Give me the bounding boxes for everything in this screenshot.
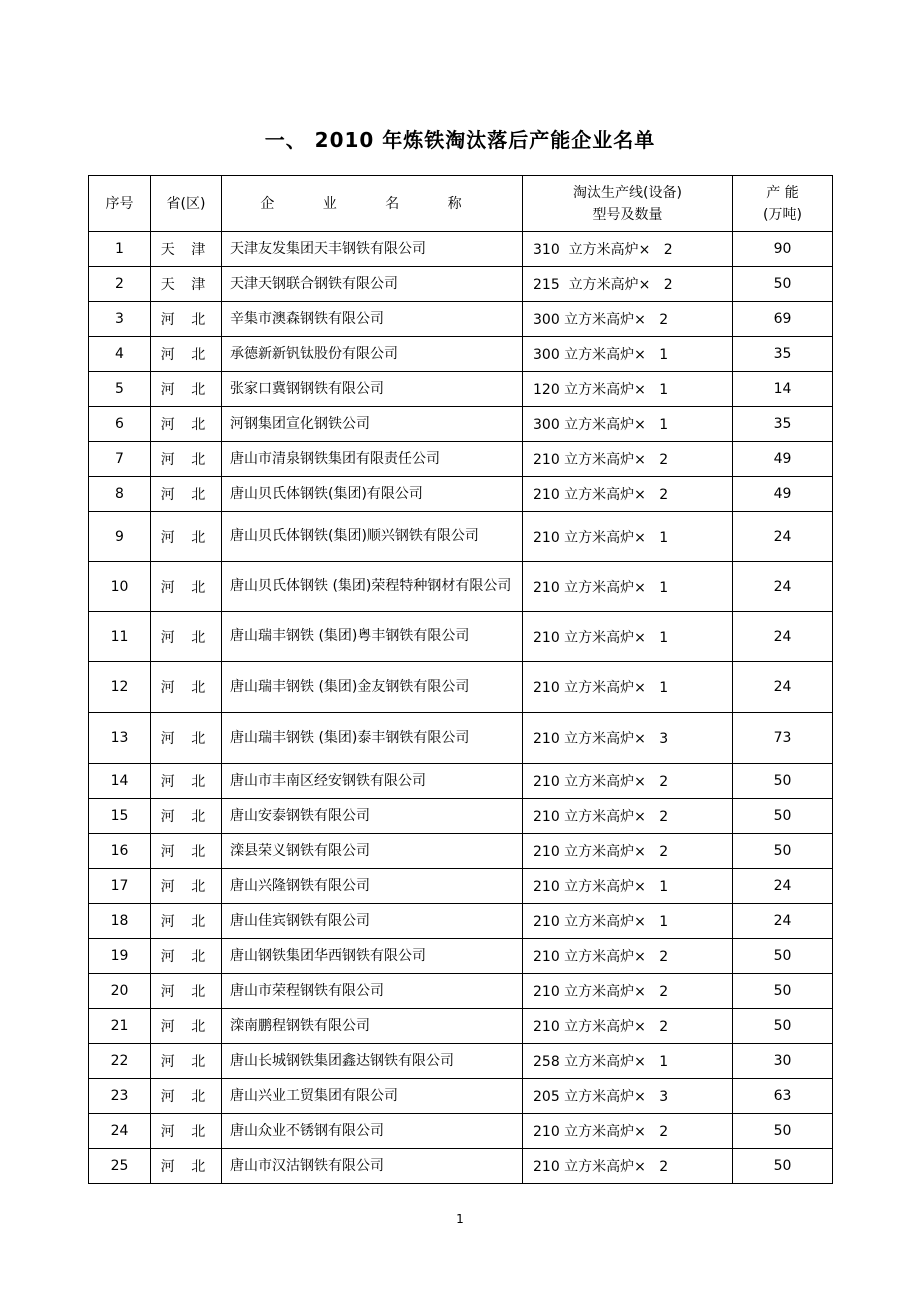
table-row <box>89 939 833 974</box>
document-title: 一、 2010 年炼铁淘汰落后产能企业名单 <box>264 128 656 152</box>
company-table <box>88 175 833 1184</box>
row-equipment: 210 立方米高炉× 2 <box>523 1149 733 1184</box>
row-company: 唐山瑞丰钢铁 (集团)粤丰钢铁有限公司 <box>222 612 523 662</box>
table-row <box>89 764 833 799</box>
row-company: 唐山贝氏体钢铁(集团)顺兴钢铁有限公司 <box>222 512 523 562</box>
row-province: 河 北 <box>151 1079 222 1114</box>
table-row <box>89 562 833 612</box>
row-company: 承德新新钒钛股份有限公司 <box>222 337 523 372</box>
header-capacity-line2: (万吨) <box>763 206 802 223</box>
row-equipment: 215 立方米高炉× 2 <box>523 267 733 302</box>
row-province: 河 北 <box>151 764 222 799</box>
row-company: 唐山兴隆钢铁有限公司 <box>222 869 523 904</box>
row-capacity: 35 <box>733 337 833 372</box>
table-row <box>89 232 833 267</box>
row-seq: 22 <box>89 1044 151 1079</box>
row-company: 唐山市丰南区经安钢铁有限公司 <box>222 764 523 799</box>
row-company: 唐山贝氏体钢铁 (集团)荣程特种钢材有限公司 <box>222 562 523 612</box>
row-seq: 19 <box>89 939 151 974</box>
row-company: 唐山安泰钢铁有限公司 <box>222 799 523 834</box>
row-province: 河 北 <box>151 713 222 764</box>
row-equipment: 210 立方米高炉× 1 <box>523 612 733 662</box>
row-equipment: 210 立方米高炉× 2 <box>523 799 733 834</box>
row-province: 河 北 <box>151 612 222 662</box>
row-province: 河 北 <box>151 834 222 869</box>
row-capacity: 50 <box>733 799 833 834</box>
header-seq: 序号 <box>89 176 151 232</box>
row-capacity: 24 <box>733 562 833 612</box>
row-province: 河 北 <box>151 1044 222 1079</box>
row-seq: 20 <box>89 974 151 1009</box>
row-province: 河 北 <box>151 562 222 612</box>
row-seq: 13 <box>89 713 151 764</box>
row-company: 张家口冀钢钢铁有限公司 <box>222 372 523 407</box>
row-province: 河 北 <box>151 939 222 974</box>
row-capacity: 49 <box>733 442 833 477</box>
row-company: 唐山众业不锈钢有限公司 <box>222 1114 523 1149</box>
row-capacity: 50 <box>733 1009 833 1044</box>
row-capacity: 30 <box>733 1044 833 1079</box>
row-company: 天津友发集团天丰钢铁有限公司 <box>222 232 523 267</box>
row-seq: 15 <box>89 799 151 834</box>
row-seq: 24 <box>89 1114 151 1149</box>
table-row <box>89 477 833 512</box>
row-seq: 17 <box>89 869 151 904</box>
row-equipment: 210 立方米高炉× 2 <box>523 1114 733 1149</box>
row-province: 河 北 <box>151 974 222 1009</box>
row-seq: 9 <box>89 512 151 562</box>
row-capacity: 50 <box>733 939 833 974</box>
row-company: 唐山市汉沽钢铁有限公司 <box>222 1149 523 1184</box>
row-seq: 1 <box>89 232 151 267</box>
row-seq: 23 <box>89 1079 151 1114</box>
row-company: 辛集市澳森钢铁有限公司 <box>222 302 523 337</box>
table-header-row <box>89 176 833 232</box>
row-capacity: 24 <box>733 512 833 562</box>
header-company: 企 业 名 称 <box>222 176 523 232</box>
row-capacity: 24 <box>733 662 833 713</box>
row-equipment: 210 立方米高炉× 2 <box>523 834 733 869</box>
row-province: 河 北 <box>151 1114 222 1149</box>
row-capacity: 50 <box>733 764 833 799</box>
row-company: 唐山钢铁集团华西钢铁有限公司 <box>222 939 523 974</box>
row-equipment: 210 立方米高炉× 1 <box>523 512 733 562</box>
row-equipment: 210 立方米高炉× 1 <box>523 662 733 713</box>
row-province: 天 津 <box>151 232 222 267</box>
row-seq: 7 <box>89 442 151 477</box>
row-company: 唐山贝氏体钢铁(集团)有限公司 <box>222 477 523 512</box>
table-row <box>89 442 833 477</box>
row-capacity: 49 <box>733 477 833 512</box>
row-seq: 3 <box>89 302 151 337</box>
row-capacity: 69 <box>733 302 833 337</box>
row-company: 唐山市清泉钢铁集团有限责任公司 <box>222 442 523 477</box>
table-row <box>89 372 833 407</box>
table-row <box>89 1044 833 1079</box>
row-province: 河 北 <box>151 372 222 407</box>
row-capacity: 50 <box>733 267 833 302</box>
row-equipment: 210 立方米高炉× 1 <box>523 869 733 904</box>
header-province: 省(区) <box>151 176 222 232</box>
row-capacity: 73 <box>733 713 833 764</box>
row-capacity: 24 <box>733 612 833 662</box>
table-row <box>89 302 833 337</box>
row-company: 唐山市荣程钢铁有限公司 <box>222 974 523 1009</box>
row-equipment: 210 立方米高炉× 1 <box>523 904 733 939</box>
row-province: 河 北 <box>151 799 222 834</box>
page-number: 1 <box>456 1212 464 1226</box>
row-equipment: 210 立方米高炉× 2 <box>523 1009 733 1044</box>
row-capacity: 14 <box>733 372 833 407</box>
row-equipment: 300 立方米高炉× 2 <box>523 302 733 337</box>
row-seq: 14 <box>89 764 151 799</box>
row-equipment: 300 立方米高炉× 1 <box>523 407 733 442</box>
row-equipment: 210 立方米高炉× 2 <box>523 764 733 799</box>
row-province: 河 北 <box>151 869 222 904</box>
row-capacity: 50 <box>733 974 833 1009</box>
row-province: 河 北 <box>151 904 222 939</box>
table-row <box>89 512 833 562</box>
row-company: 唐山长城钢铁集团鑫达钢铁有限公司 <box>222 1044 523 1079</box>
row-equipment: 310 立方米高炉× 2 <box>523 232 733 267</box>
table-row <box>89 407 833 442</box>
row-capacity: 50 <box>733 1149 833 1184</box>
row-equipment: 210 立方米高炉× 2 <box>523 442 733 477</box>
row-company: 唐山兴业工贸集团有限公司 <box>222 1079 523 1114</box>
table-row <box>89 1149 833 1184</box>
table-row <box>89 1114 833 1149</box>
row-company: 唐山佳宾钢铁有限公司 <box>222 904 523 939</box>
table-row <box>89 662 833 713</box>
row-company: 滦县荣义钢铁有限公司 <box>222 834 523 869</box>
row-equipment: 120 立方米高炉× 1 <box>523 372 733 407</box>
table-row <box>89 612 833 662</box>
row-equipment: 210 立方米高炉× 2 <box>523 939 733 974</box>
header-equipment-line2: 型号及数量 <box>592 206 663 223</box>
row-company: 天津天钢联合钢铁有限公司 <box>222 267 523 302</box>
row-company: 唐山瑞丰钢铁 (集团)金友钢铁有限公司 <box>222 662 523 713</box>
table-row <box>89 713 833 764</box>
row-capacity: 24 <box>733 904 833 939</box>
row-capacity: 24 <box>733 869 833 904</box>
row-capacity: 63 <box>733 1079 833 1114</box>
row-seq: 18 <box>89 904 151 939</box>
row-province: 天 津 <box>151 267 222 302</box>
row-province: 河 北 <box>151 442 222 477</box>
row-equipment: 210 立方米高炉× 2 <box>523 974 733 1009</box>
table-row <box>89 1009 833 1044</box>
row-seq: 16 <box>89 834 151 869</box>
table-row <box>89 799 833 834</box>
row-seq: 21 <box>89 1009 151 1044</box>
row-seq: 10 <box>89 562 151 612</box>
row-seq: 5 <box>89 372 151 407</box>
row-seq: 6 <box>89 407 151 442</box>
table-row <box>89 1079 833 1114</box>
row-province: 河 北 <box>151 1149 222 1184</box>
header-equipment <box>523 176 733 232</box>
row-province: 河 北 <box>151 302 222 337</box>
row-capacity: 35 <box>733 407 833 442</box>
row-seq: 25 <box>89 1149 151 1184</box>
table-row <box>89 974 833 1009</box>
row-equipment: 205 立方米高炉× 3 <box>523 1079 733 1114</box>
row-capacity: 50 <box>733 834 833 869</box>
row-equipment: 300 立方米高炉× 1 <box>523 337 733 372</box>
row-province: 河 北 <box>151 337 222 372</box>
row-seq: 8 <box>89 477 151 512</box>
row-seq: 2 <box>89 267 151 302</box>
row-equipment: 210 立方米高炉× 3 <box>523 713 733 764</box>
table-row <box>89 267 833 302</box>
header-capacity <box>733 176 833 232</box>
row-company: 河钢集团宣化钢铁公司 <box>222 407 523 442</box>
row-province: 河 北 <box>151 407 222 442</box>
row-seq: 4 <box>89 337 151 372</box>
row-seq: 12 <box>89 662 151 713</box>
row-province: 河 北 <box>151 1009 222 1044</box>
table-row <box>89 834 833 869</box>
row-capacity: 90 <box>733 232 833 267</box>
header-capacity-line1: 产 能 <box>766 184 799 201</box>
row-seq: 11 <box>89 612 151 662</box>
table-row <box>89 337 833 372</box>
row-company: 唐山瑞丰钢铁 (集团)泰丰钢铁有限公司 <box>222 713 523 764</box>
row-province: 河 北 <box>151 662 222 713</box>
row-equipment: 210 立方米高炉× 1 <box>523 562 733 612</box>
row-equipment: 258 立方米高炉× 1 <box>523 1044 733 1079</box>
row-province: 河 北 <box>151 512 222 562</box>
table-row <box>89 869 833 904</box>
table-row <box>89 904 833 939</box>
row-province: 河 北 <box>151 477 222 512</box>
row-equipment: 210 立方米高炉× 2 <box>523 477 733 512</box>
header-equipment-line1: 淘汰生产线(设备) <box>573 184 682 201</box>
row-company: 滦南鹏程钢铁有限公司 <box>222 1009 523 1044</box>
row-capacity: 50 <box>733 1114 833 1149</box>
